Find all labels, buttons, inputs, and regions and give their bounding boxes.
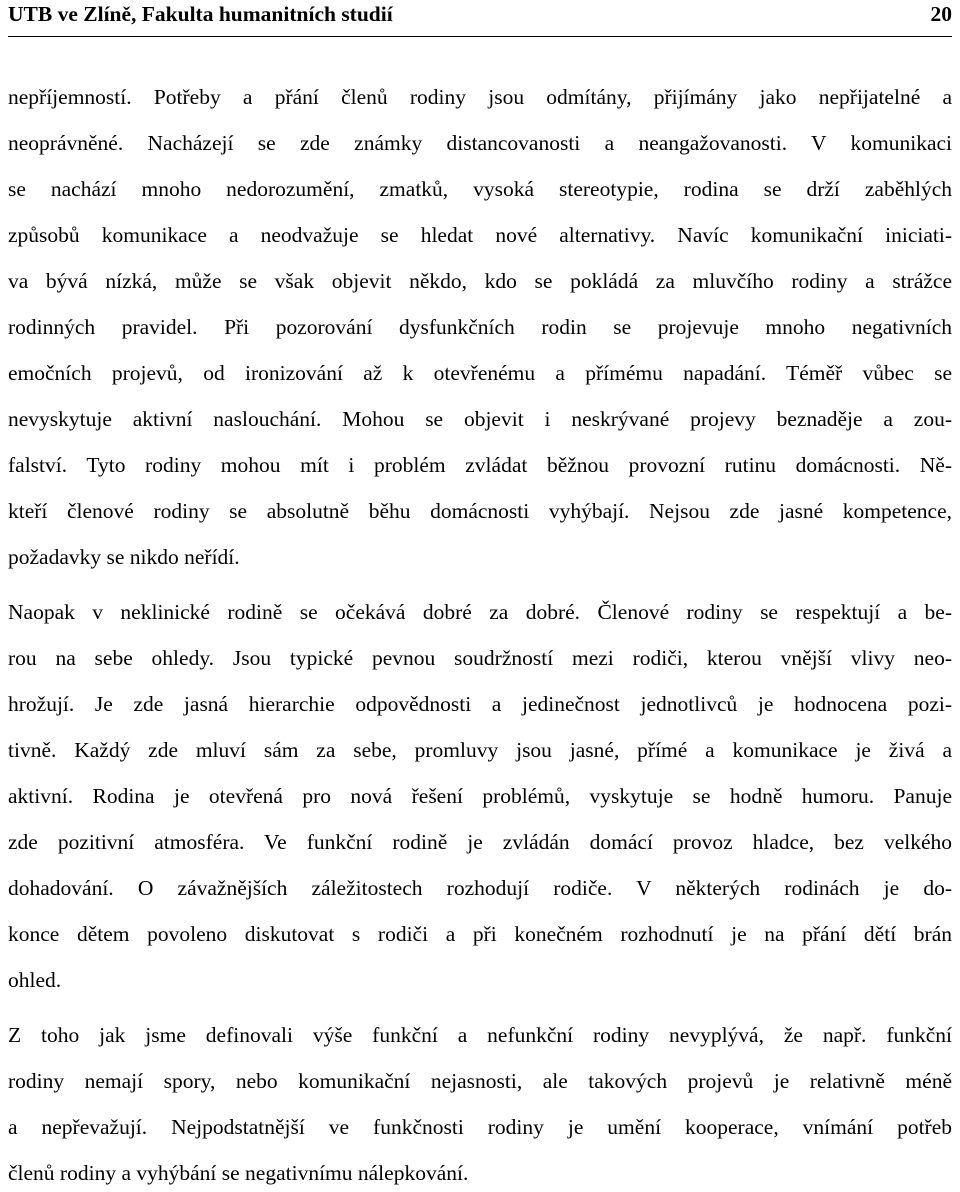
paragraph-line: dohadování. O závažnějších záležitostech rozhodují rodiče. V některých rodinách je do- xyxy=(8,876,952,900)
paragraph-line: tivně. Každý zde mluví sám za sebe, promluvy jsou jasné, přímé a komunikace je živá a xyxy=(8,738,952,762)
paragraph-line: rodiny nemají spory, nebo komunikační nejasnosti, ale takových projevů je relativně méně xyxy=(8,1069,952,1093)
paragraph-line: rodinných pravidel. Při pozorování dysfunkčních rodin se projevuje mnoho negativních xyxy=(8,315,952,339)
paragraph-line: způsobů komunikace a neodvažuje se hledat nové alternativy. Navíc komunikační iniciati- xyxy=(8,223,952,247)
page-header xyxy=(8,0,952,37)
paragraph-line: va bývá nízká, může se však objevit někdo, kdo se pokládá za mluvčího rodiny a strážce xyxy=(8,269,952,293)
paragraph-line: falství. Tyto rodiny mohou mít i problém zvládat běžnou provozní rutinu domácnosti. Ně- xyxy=(8,453,952,477)
paragraph-line: aktivní. Rodina je otevřená pro nová řešení problémů, vyskytuje se hodně humoru. Panuje xyxy=(8,784,952,808)
paragraph-line: kteří členové rodiny se absolutně běhu domácnosti vyhýbají. Nejsou zde jasné kompetence, xyxy=(8,499,952,523)
paragraph-line: rou na sebe ohledy. Jsou typické pevnou soudržností mezi rodiči, kterou vnější vlivy neo- xyxy=(8,646,952,670)
paragraph-line: ohled. xyxy=(8,968,62,992)
paragraph-line: nepříjemností. Potřeby a přání členů rodiny jsou odmítány, přijímány jako nepřijatelné a xyxy=(8,85,952,109)
paragraph-line: členů rodiny a vyhýbání se negativnímu nálepkování. xyxy=(8,1161,469,1185)
paragraph-line: se nachází mnoho nedorozumění, zmatků, vysoká stereotypie, rodina se drží zaběhlých xyxy=(8,177,952,201)
paragraph-line: emočních projevů, od ironizování až k otevřenému a přímému napadání. Téměř vůbec se xyxy=(8,361,952,385)
header-title: UTB ve Zlíně, Fakulta humanitních studií xyxy=(8,2,393,26)
paragraph-line: požadavky se nikdo neřídí. xyxy=(8,545,240,569)
paragraph-line: zde pozitivní atmosféra. Ve funkční rodině je zvládán domácí provoz hladce, bez velkého xyxy=(8,830,952,854)
paragraph-line: hrožují. Je zde jasná hierarchie odpovědnosti a jedinečnost jednotlivců je hodnocena pozi- xyxy=(8,692,952,716)
paragraph-line: konce dětem povoleno diskutovat s rodiči a při konečném rozhodnutí je na přání dětí brán xyxy=(8,922,952,946)
paragraph-line: a nepřevažují. Nejpodstatnější ve funkčnosti rodiny je umění kooperace, vnímání potřeb xyxy=(8,1115,952,1139)
paragraph-line: neoprávněné. Nacházejí se zde známky distancovanosti a neangažovanosti. V komunikaci xyxy=(8,131,952,155)
paragraph-line: Z toho jak jsme definovali výše funkční a nefunkční rodiny nevyplývá, že např. funkční xyxy=(8,1023,952,1047)
page-number: 20 xyxy=(930,2,952,26)
paragraph-line: nevyskytuje aktivní naslouchání. Mohou se objevit i neskrývané projevy beznaděje a zou- xyxy=(8,407,952,431)
document-page xyxy=(8,0,952,1185)
paragraph-line: Naopak v neklinické rodině se očekává dobré za dobré. Členové rodiny se respektují a be- xyxy=(8,600,952,624)
